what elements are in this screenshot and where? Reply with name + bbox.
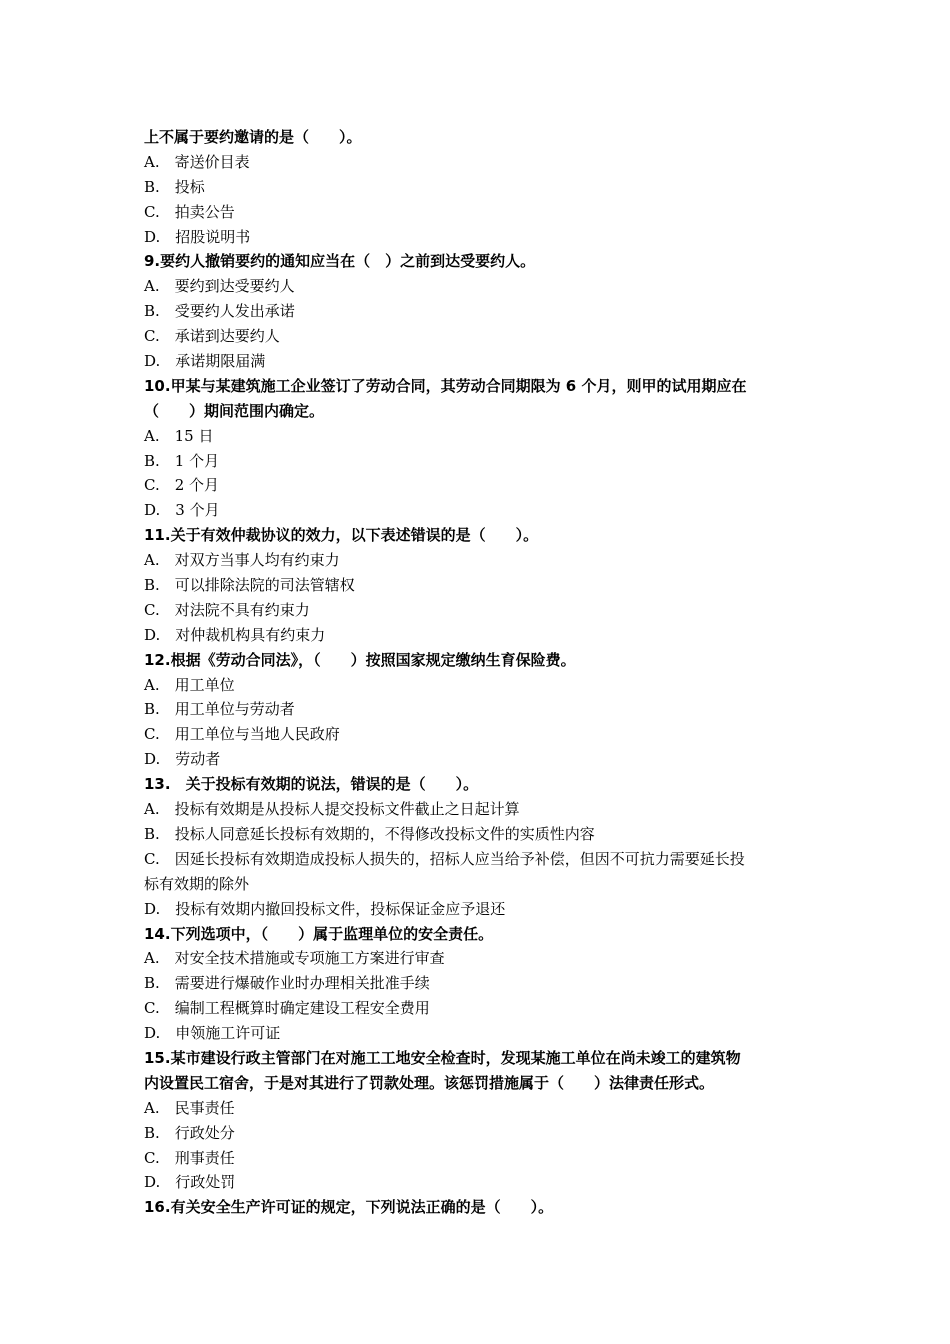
option-text: C. 对法院不具有约束力 — [144, 600, 310, 619]
option-text: B. 需要进行爆破作业时办理相关批准手续 — [144, 974, 430, 993]
question-text: 13. 关于投标有效期的说法，错误的是（ ）。 — [144, 775, 479, 794]
question-text: 14.下列选项中，（ ）属于监理单位的安全责任。 — [144, 924, 494, 943]
option-text: D. 承诺期限届满 — [144, 352, 266, 371]
option-text: 标有效期的除外 — [144, 874, 250, 893]
option-text: D. 对仲裁机构具有约束力 — [144, 625, 326, 644]
option-text: C. 承诺到达要约人 — [144, 327, 280, 346]
option-text: C. 编制工程概算时确定建设工程安全费用 — [144, 999, 430, 1018]
question-text: 11.关于有效仲裁协议的效力，以下表述错误的是（ ）。 — [144, 526, 539, 545]
option-text: B. 行政处分 — [144, 1123, 235, 1142]
question-text: （ ）期间范围内确定。 — [144, 401, 325, 420]
option-text: C. 用工单位与当地人民政府 — [144, 725, 340, 744]
question-text: 内设置民工宿舍，于是对其进行了罚款处理。该惩罚措施属于（ ）法律责任形式。 — [144, 1073, 715, 1092]
option-text: C. 因延长投标有效期造成投标人损失的，招标人应当给予补偿，但因不可抗力需要延长投 — [144, 849, 745, 868]
question-text: 10.甲某与某建筑施工企业签订了劳动合同，其劳动合同期限为 6 个月，则甲的试用期应在 — [144, 376, 747, 395]
option-text: D. 行政处罚 — [144, 1173, 236, 1192]
option-text: D. 3 个月 — [144, 501, 220, 520]
option-text: B. 受要约人发出承诺 — [144, 302, 295, 321]
question-text: 上不属于要约邀请的是（ ）。 — [144, 128, 362, 146]
option-text: C. 刑事责任 — [144, 1148, 235, 1167]
option-text: B. 可以排除法院的司法管辖权 — [144, 576, 355, 595]
option-text: C. 拍卖公告 — [144, 202, 235, 221]
option-text: A. 对双方当事人均有约束力 — [144, 551, 340, 570]
option-text: A. 15 日 — [144, 426, 214, 445]
question-text: 15.某市建设行政主管部门在对施工工地安全检查时，发现某施工单位在尚未竣工的建筑物 — [144, 1048, 741, 1067]
option-text: D. 投标有效期内撤回投标文件，投标保证金应予退还 — [144, 899, 506, 918]
option-text: B. 1 个月 — [144, 451, 220, 470]
question-text: 16.有关安全生产许可证的规定，下列说法正确的是（ ）。 — [144, 1198, 554, 1217]
option-text: B. 投标 — [144, 177, 205, 196]
document-page — [144, 125, 814, 1220]
option-text: A. 民事责任 — [144, 1098, 235, 1117]
option-text: B. 投标人同意延长投标有效期的，不得修改投标文件的实质性内容 — [144, 824, 595, 843]
option-text: D. 申领施工许可证 — [144, 1024, 281, 1043]
question-text: 12.根据《劳动合同法》，（ ）按照国家规定缴纳生育保险费。 — [144, 650, 576, 669]
option-text: A. 投标有效期是从投标人提交投标文件截止之日起计算 — [144, 800, 520, 819]
question-text: 9.要约人撤销要约的通知应当在（ ）之前到达受要约人。 — [144, 252, 536, 271]
option-text: C. 2 个月 — [144, 476, 220, 495]
option-text: A. 要约到达受要约人 — [144, 277, 295, 296]
option-text: B. 用工单位与劳动者 — [144, 700, 295, 719]
option-text: A. 用工单位 — [144, 675, 235, 694]
option-text: A. 寄送价目表 — [144, 152, 250, 171]
option-text: D. 招股说明书 — [144, 227, 251, 246]
option-text: D. 劳动者 — [144, 750, 221, 769]
option-text: A. 对安全技术措施或专项施工方案进行审查 — [144, 949, 445, 968]
